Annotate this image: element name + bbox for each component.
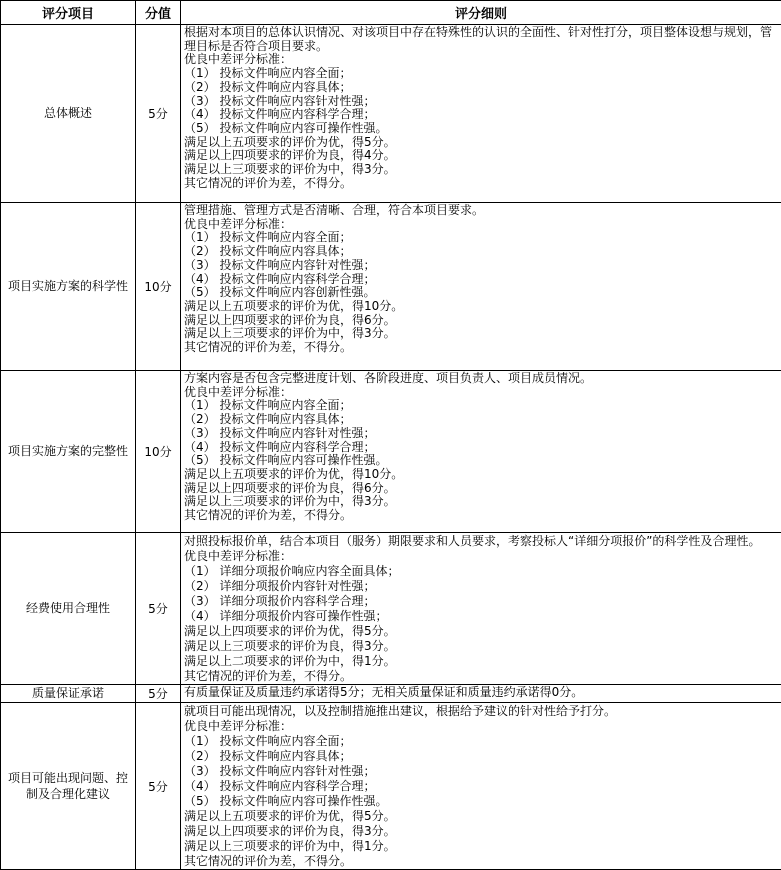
detail-line: 优良中差评分标准： — [184, 53, 779, 67]
table-row — [1, 533, 781, 685]
detail-line: 满足以上三项要求的评价为中，得3分。 — [184, 163, 779, 177]
detail-line: 满足以上四项要求的评价为优，得5分。 — [184, 624, 779, 639]
item-cell: 项目可能出现问题、控制及合理化建议 — [1, 703, 136, 870]
detail-line: 其它情况的评价为差，不得分。 — [184, 341, 779, 355]
detail-line: 满足以上三项要求的评价为中，得3分。 — [184, 327, 779, 341]
detail-line: 满足以上二项要求的评价为中，得1分。 — [184, 654, 779, 669]
score-cell: 10分 — [136, 203, 181, 371]
detail-line: （4） 投标文件响应内容科学合理； — [184, 108, 779, 122]
detail-line: （1） 投标文件响应内容全面； — [184, 734, 779, 749]
table-row — [1, 203, 781, 371]
detail-line: （1） 投标文件响应内容全面； — [184, 399, 779, 413]
detail-line: （4） 投标文件响应内容科学合理； — [184, 441, 779, 455]
detail-line: 满足以上四项要求的评价为良，得4分。 — [184, 149, 779, 163]
detail-cell — [181, 703, 781, 870]
score-cell: 5分 — [136, 703, 181, 870]
detail-line: 满足以上五项要求的评价为优，得10分。 — [184, 300, 779, 314]
detail-line: （2） 投标文件响应内容具体； — [184, 81, 779, 95]
header-row — [1, 1, 781, 25]
detail-line: 根据对本项目的总体认识情况、对该项目中存在特殊性的认识的全面性、针对性打分，项目整体设想与规划，管理目标是否符合项目要求。 — [184, 26, 779, 53]
detail-line: 优良中差评分标准： — [184, 719, 779, 734]
detail-line: 其它情况的评价为差，不得分。 — [184, 854, 779, 869]
item-cell: 经费使用合理性 — [1, 533, 136, 685]
detail-line: （2） 投标文件响应内容具体； — [184, 749, 779, 764]
table-row — [1, 703, 781, 870]
detail-line: （3） 投标文件响应内容针对性强； — [184, 259, 779, 273]
table-header — [1, 1, 781, 25]
item-cell: 项目实施方案的完整性 — [1, 371, 136, 533]
detail-line: （4） 投标文件响应内容科学合理； — [184, 273, 779, 287]
detail-line: （2） 投标文件响应内容具体； — [184, 245, 779, 259]
detail-line: （2） 详细分项报价内容针对性强； — [184, 579, 779, 594]
detail-cell — [181, 533, 781, 685]
header-score: 分值 — [136, 1, 181, 25]
detail-line: 其它情况的评价为差，不得分。 — [184, 177, 779, 191]
item-cell: 质量保证承诺 — [1, 685, 136, 703]
detail-line: 就项目可能出现情况，以及控制措施推出建议，根据给予建议的针对性给予打分。 — [184, 704, 779, 719]
detail-line: （3） 详细分项报价内容科学合理； — [184, 594, 779, 609]
detail-line: 优良中差评分标准： — [184, 386, 779, 400]
detail-cell — [181, 685, 781, 703]
detail-line: （5） 投标文件响应内容可操作性强。 — [184, 122, 779, 136]
score-cell: 10分 — [136, 371, 181, 533]
detail-line: （1） 投标文件响应内容全面； — [184, 67, 779, 81]
detail-line: （2） 投标文件响应内容具体； — [184, 413, 779, 427]
score-cell: 5分 — [136, 25, 181, 203]
detail-line: 满足以上四项要求的评价为良，得3分。 — [184, 824, 779, 839]
detail-line: 管理措施、管理方式是否清晰、合理，符合本项目要求。 — [184, 204, 779, 218]
table-row — [1, 25, 781, 203]
detail-cell — [181, 25, 781, 203]
detail-line: 满足以上五项要求的评价为优，得5分。 — [184, 809, 779, 824]
detail-line: （3） 投标文件响应内容针对性强； — [184, 95, 779, 109]
header-detail: 评分细则 — [181, 1, 781, 25]
detail-line: 满足以上五项要求的评价为优，得10分。 — [184, 468, 779, 482]
detail-line: 满足以上四项要求的评价为良，得6分。 — [184, 314, 779, 328]
table-row — [1, 685, 781, 703]
detail-line: 方案内容是否包含完整进度计划、各阶段进度、项目负责人、项目成员情况。 — [184, 372, 779, 386]
table-body — [1, 25, 781, 870]
header-item: 评分项目 — [1, 1, 136, 25]
detail-line: （1） 投标文件响应内容全面； — [184, 231, 779, 245]
detail-line: 满足以上三项要求的评价为中，得3分。 — [184, 495, 779, 509]
score-cell: 5分 — [136, 685, 181, 703]
detail-line: （1） 详细分项报价响应内容全面具体； — [184, 564, 779, 579]
detail-line: 优良中差评分标准： — [184, 549, 779, 564]
detail-line: （4） 投标文件响应内容科学合理； — [184, 779, 779, 794]
detail-line: 对照投标报价单，结合本项目（服务）期限要求和人员要求，考察投标人“详细分项报价”的科学性及合理性。 — [184, 534, 779, 549]
detail-line: 其它情况的评价为差，不得分。 — [184, 509, 779, 523]
detail-line: （5） 投标文件响应内容可操作性强。 — [184, 794, 779, 809]
detail-line: 满足以上三项要求的评价为中，得1分。 — [184, 839, 779, 854]
detail-cell — [181, 203, 781, 371]
item-cell: 总体概述 — [1, 25, 136, 203]
item-cell: 项目实施方案的科学性 — [1, 203, 136, 371]
detail-line: 满足以上三项要求的评价为良，得3分。 — [184, 639, 779, 654]
table-row — [1, 371, 781, 533]
score-cell: 5分 — [136, 533, 181, 685]
detail-line: （3） 投标文件响应内容针对性强； — [184, 764, 779, 779]
detail-line: 优良中差评分标准： — [184, 218, 779, 232]
detail-line: 有质量保证及质量违约承诺得5分；无相关质量保证和质量违约承诺得0分。 — [184, 686, 779, 700]
detail-line: （5） 投标文件响应内容创新性强。 — [184, 286, 779, 300]
detail-line: （4） 详细分项报价内容可操作性强； — [184, 609, 779, 624]
detail-line: 满足以上四项要求的评价为良，得6分。 — [184, 482, 779, 496]
detail-line: 满足以上五项要求的评价为优，得5分。 — [184, 136, 779, 150]
detail-line: （3） 投标文件响应内容针对性强； — [184, 427, 779, 441]
detail-cell — [181, 371, 781, 533]
detail-line: （5） 投标文件响应内容可操作性强。 — [184, 454, 779, 468]
detail-line: 其它情况的评价为差，不得分。 — [184, 669, 779, 684]
